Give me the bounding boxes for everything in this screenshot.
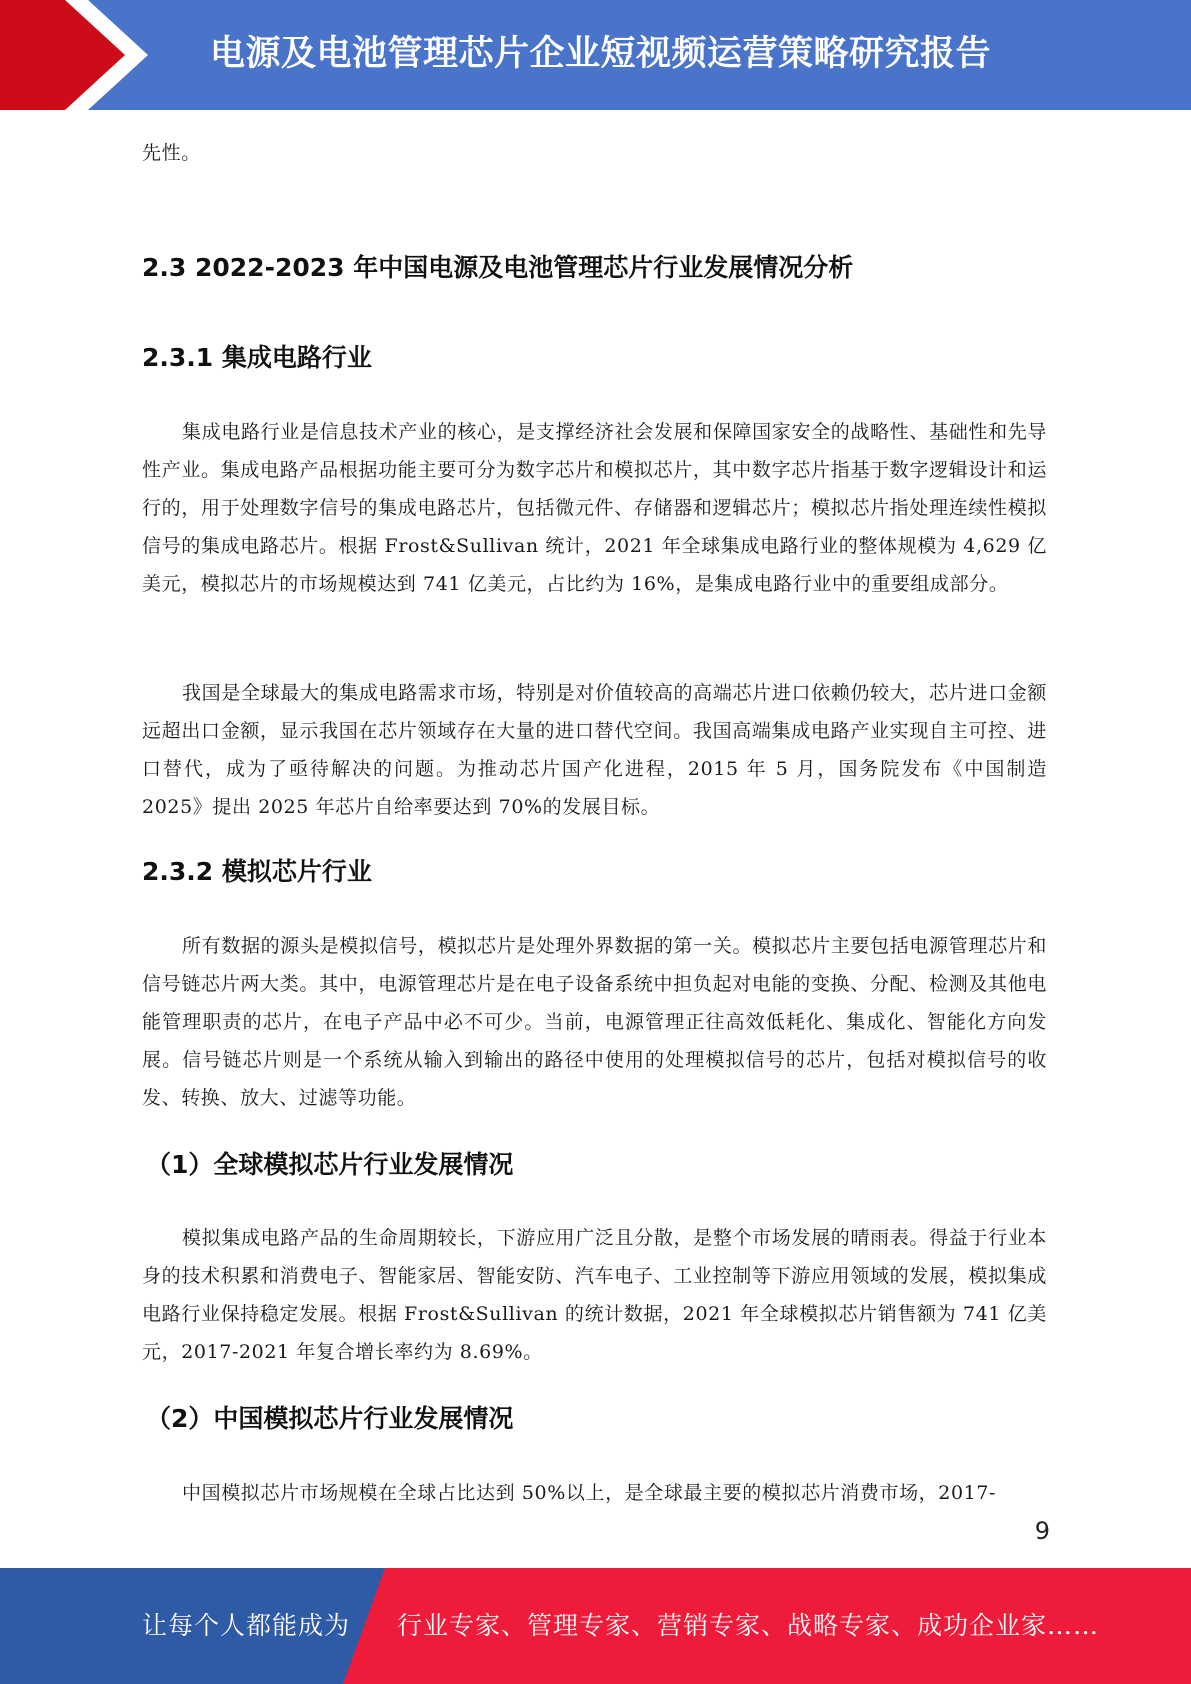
paragraph-ic-china: 我国是全球最大的集成电路需求市场，特别是对价值较高的高端芯片进口依赖仍较大，芯片进口金额远超出口金额，显示我国在芯片领域存在大量的进口替代空间。我国高端集成电路产业实现自主可控、进口替代，成为了亟待解决的问题。为推动芯片国产化进程，2015 年 5 月，国务院发布《中国制造 2025》提出 2025 年芯片自给率要达到 70%的发展目标。 — [142, 682, 1047, 818]
page-number: 9 — [1034, 1517, 1050, 1545]
paragraph-china-analog: 中国模拟芯片市场规模在全球占比达到 50%以上，是全球最主要的模拟芯片消费市场，2017- — [182, 1482, 997, 1504]
section-heading-2-3-1: 2.3.1 集成电路行业 — [142, 343, 372, 372]
footer-slogan-lead: 让每个人都能成为 — [142, 1611, 351, 1640]
paragraph-analog-overview: 所有数据的源头是模拟信号，模拟芯片是处理外界数据的第一关。模拟芯片主要包括电源管理芯片和信号链芯片两大类。其中，电源管理芯片是在电子设备系统中担负起对电能的变换、分配、检测及其他电能管理职责的芯片，在电子产品中必不可少。当前，电源管理正往高效低耗化、集成化、智能化方向发展。信号链芯片则是一个系统从输入到输出的路径中使用的处理模拟信号的芯片，包括对模拟信号的收发、转换、放大、过滤等功能。 — [142, 935, 1047, 1109]
paragraph-ic-overview: 集成电路行业是信息技术产业的核心，是支撑经济社会发展和保障国家安全的战略性、基础性和先导性产业。集成电路产品根据功能主要可分为数字芯片和模拟芯片，其中数字芯片指基于数字逻辑设计和运行的，用于处理数字信号的集成电路芯片，包括微元件、存储器和逻辑芯片；模拟芯片指处理连续性模拟信号的集成电路芯片。根据 Frost&Sullivan 统计，2021 年全球集成电路行业的整体规模为 4,629 亿美元，模拟芯片的市场规模达到 741 亿美元，占比约为 16%，是集成电路行业中的重要组成部分。 — [142, 421, 1047, 595]
paragraph-global-analog: 模拟集成电路产品的生命周期较长，下游应用广泛且分散，是整个市场发展的晴雨表。得益于行业本身的技术积累和消费电子、智能家居、智能安防、汽车电子、工业控制等下游应用领域的发展，模拟集成电路行业保持稳定发展。根据 Frost&Sullivan 的统计数据，2021 年全球模拟芯片销售额为 741 亿美元，2017-2021 年复合增长率约为 8.69%。 — [142, 1227, 1047, 1363]
page-footer — [0, 1568, 1191, 1684]
continuation-text: 先性。 — [142, 142, 201, 164]
footer-slogan-roles: 行业专家、管理专家、营销专家、战略专家、成功企业家…… — [397, 1611, 1100, 1640]
report-title: 电源及电池管理芯片企业短视频运营策略研究报告 — [210, 34, 992, 74]
subheading-china-analog: （2）中国模拟芯片行业发展情况 — [146, 1404, 514, 1433]
section-heading-2-3: 2.3 2022-2023 年中国电源及电池管理芯片行业发展情况分析 — [142, 253, 854, 282]
subheading-global-analog: （1）全球模拟芯片行业发展情况 — [146, 1150, 514, 1179]
section-heading-2-3-2: 2.3.2 模拟芯片行业 — [142, 857, 372, 886]
page-header — [0, 0, 1191, 110]
